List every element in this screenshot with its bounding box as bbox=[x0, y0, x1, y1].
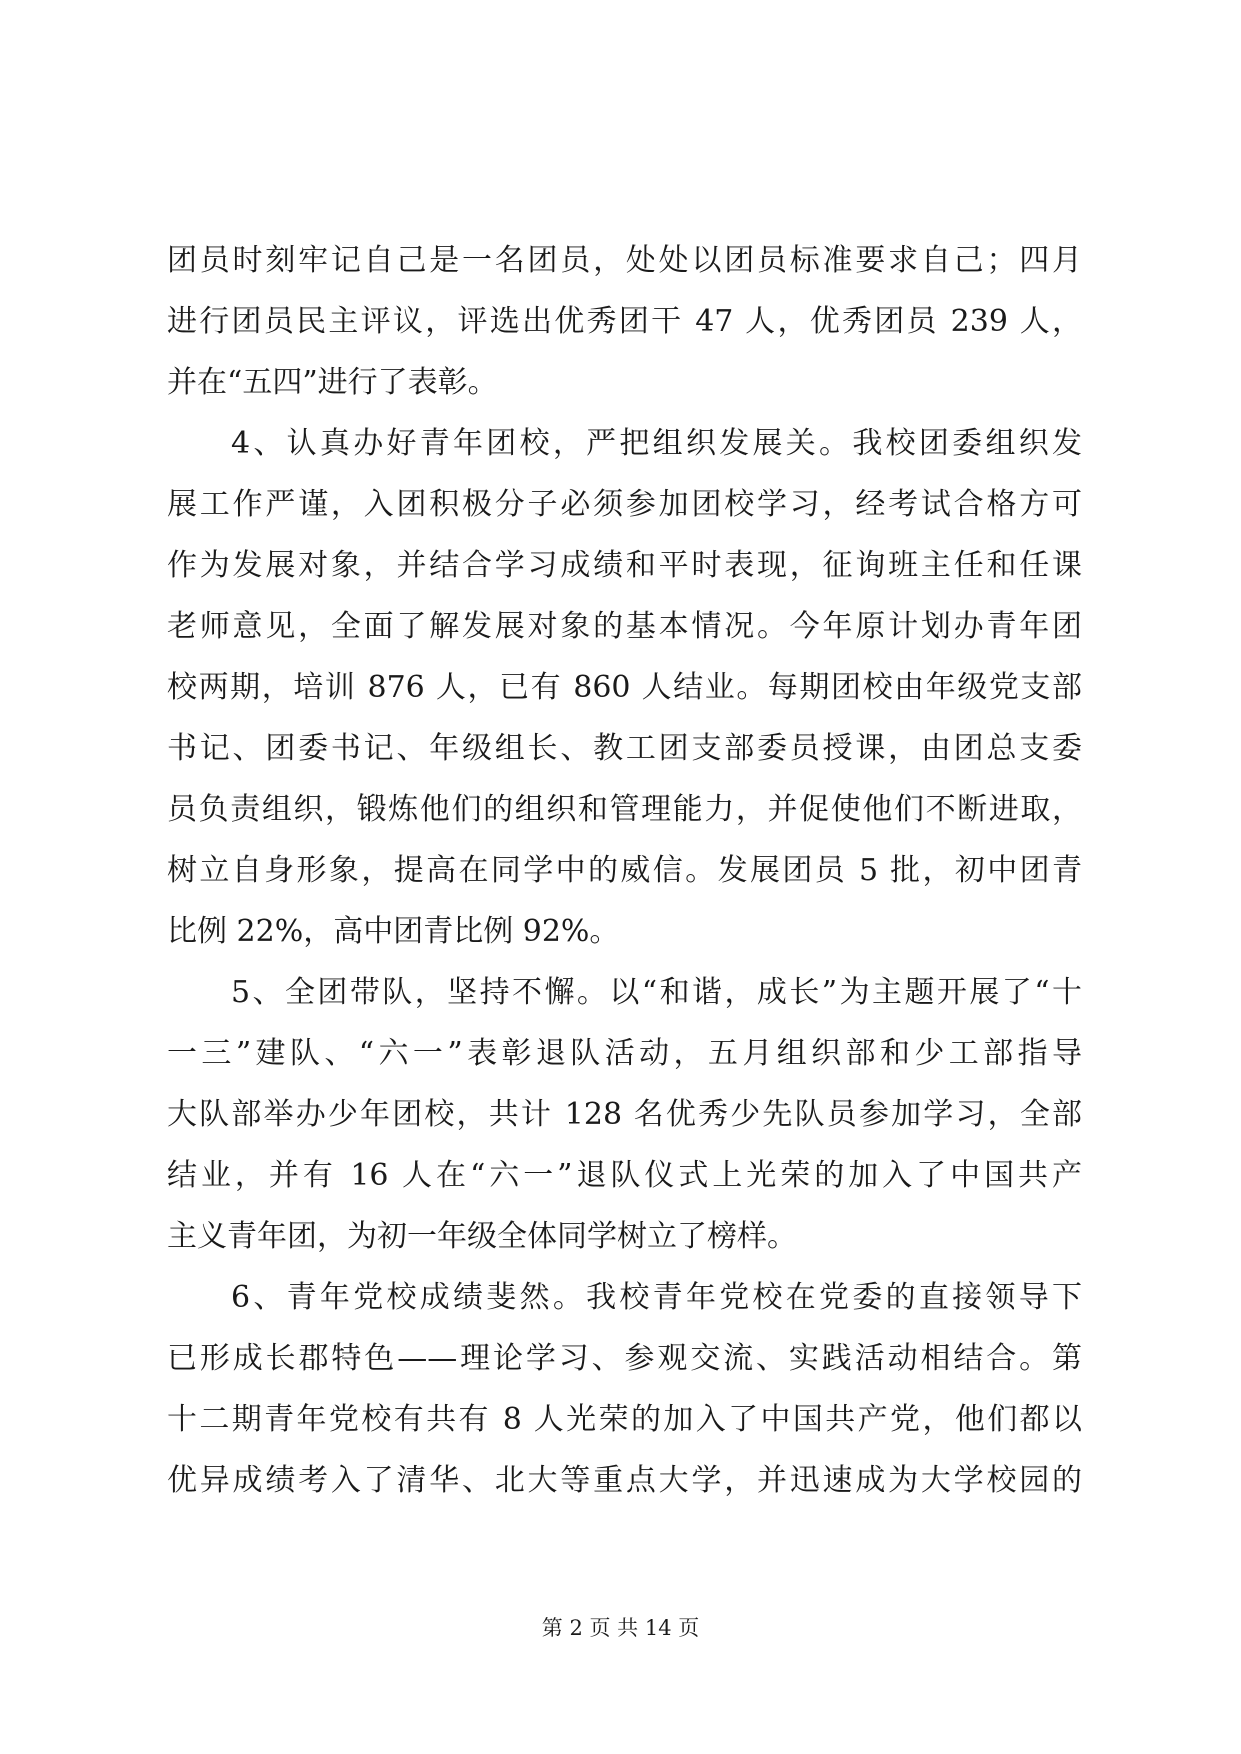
text-line: 校两期，培训 876 人，已有 860 人结业。每期团校由年级党支部 bbox=[167, 670, 1082, 705]
text-line: 6、青年党校成绩斐然。我校青年党校在党委的直接领导下 bbox=[231, 1280, 1082, 1315]
paragraph-2 bbox=[167, 413, 1082, 962]
text-line: 员负责组织，锻炼他们的组织和管理能力，并促使他们不断进取， bbox=[167, 792, 1082, 827]
text-line: 十二期青年党校有共有 8 人光荣的加入了中国共产党，他们都以 bbox=[167, 1402, 1082, 1437]
text-line: 书记、团委书记、年级组长、教工团支部委员授课，由团总支委 bbox=[167, 731, 1082, 766]
text-line: 已形成长郡特色——理论学习、参观交流、实践活动相结合。第 bbox=[167, 1341, 1082, 1376]
text-line: 优异成绩考入了清华、北大等重点大学，并迅速成为大学校园的 bbox=[167, 1463, 1082, 1498]
text-line: 并在“五四”进行了表彰。 bbox=[167, 365, 498, 400]
text-line: 主义青年团，为初一年级全体同学树立了榜样。 bbox=[167, 1219, 797, 1254]
text-line: 5、全团带队，坚持不懈。以“和谐，成长”为主题开展了“十 bbox=[231, 975, 1082, 1010]
text-line: 结业，并有 16 人在“六一”退队仪式上光荣的加入了中国共产 bbox=[167, 1158, 1082, 1193]
text-line: 展工作严谨，入团积极分子必须参加团校学习，经考试合格方可 bbox=[167, 487, 1082, 522]
paragraph-1 bbox=[167, 230, 1082, 413]
text-line: 进行团员民主评议，评选出优秀团干 47 人，优秀团员 239 人， bbox=[167, 304, 1082, 339]
text-line: 团员时刻牢记自己是一名团员，处处以团员标准要求自己；四月 bbox=[167, 243, 1082, 278]
text-line: 大队部举办少年团校，共计 128 名优秀少先队员参加学习，全部 bbox=[167, 1097, 1082, 1132]
text-line: 4、认真办好青年团校，严把组织发展关。我校团委组织发 bbox=[231, 426, 1082, 461]
text-line: 一三”建队、“六一”表彰退队活动，五月组织部和少工部指导 bbox=[167, 1036, 1082, 1071]
text-line: 作为发展对象，并结合学习成绩和平时表现，征询班主任和任课 bbox=[167, 548, 1082, 583]
paragraph-4 bbox=[167, 1267, 1082, 1511]
text-line: 比例 22%，高中团青比例 92%。 bbox=[167, 914, 620, 949]
paragraph-3 bbox=[167, 962, 1082, 1267]
page-number-footer: 第 2 页 共 14 页 bbox=[541, 1616, 700, 1640]
text-line: 老师意见，全面了解发展对象的基本情况。今年原计划办青年团 bbox=[167, 609, 1082, 644]
document-body bbox=[167, 230, 1082, 1511]
text-line: 树立自身形象，提高在同学中的威信。发展团员 5 批，初中团青 bbox=[167, 853, 1082, 888]
